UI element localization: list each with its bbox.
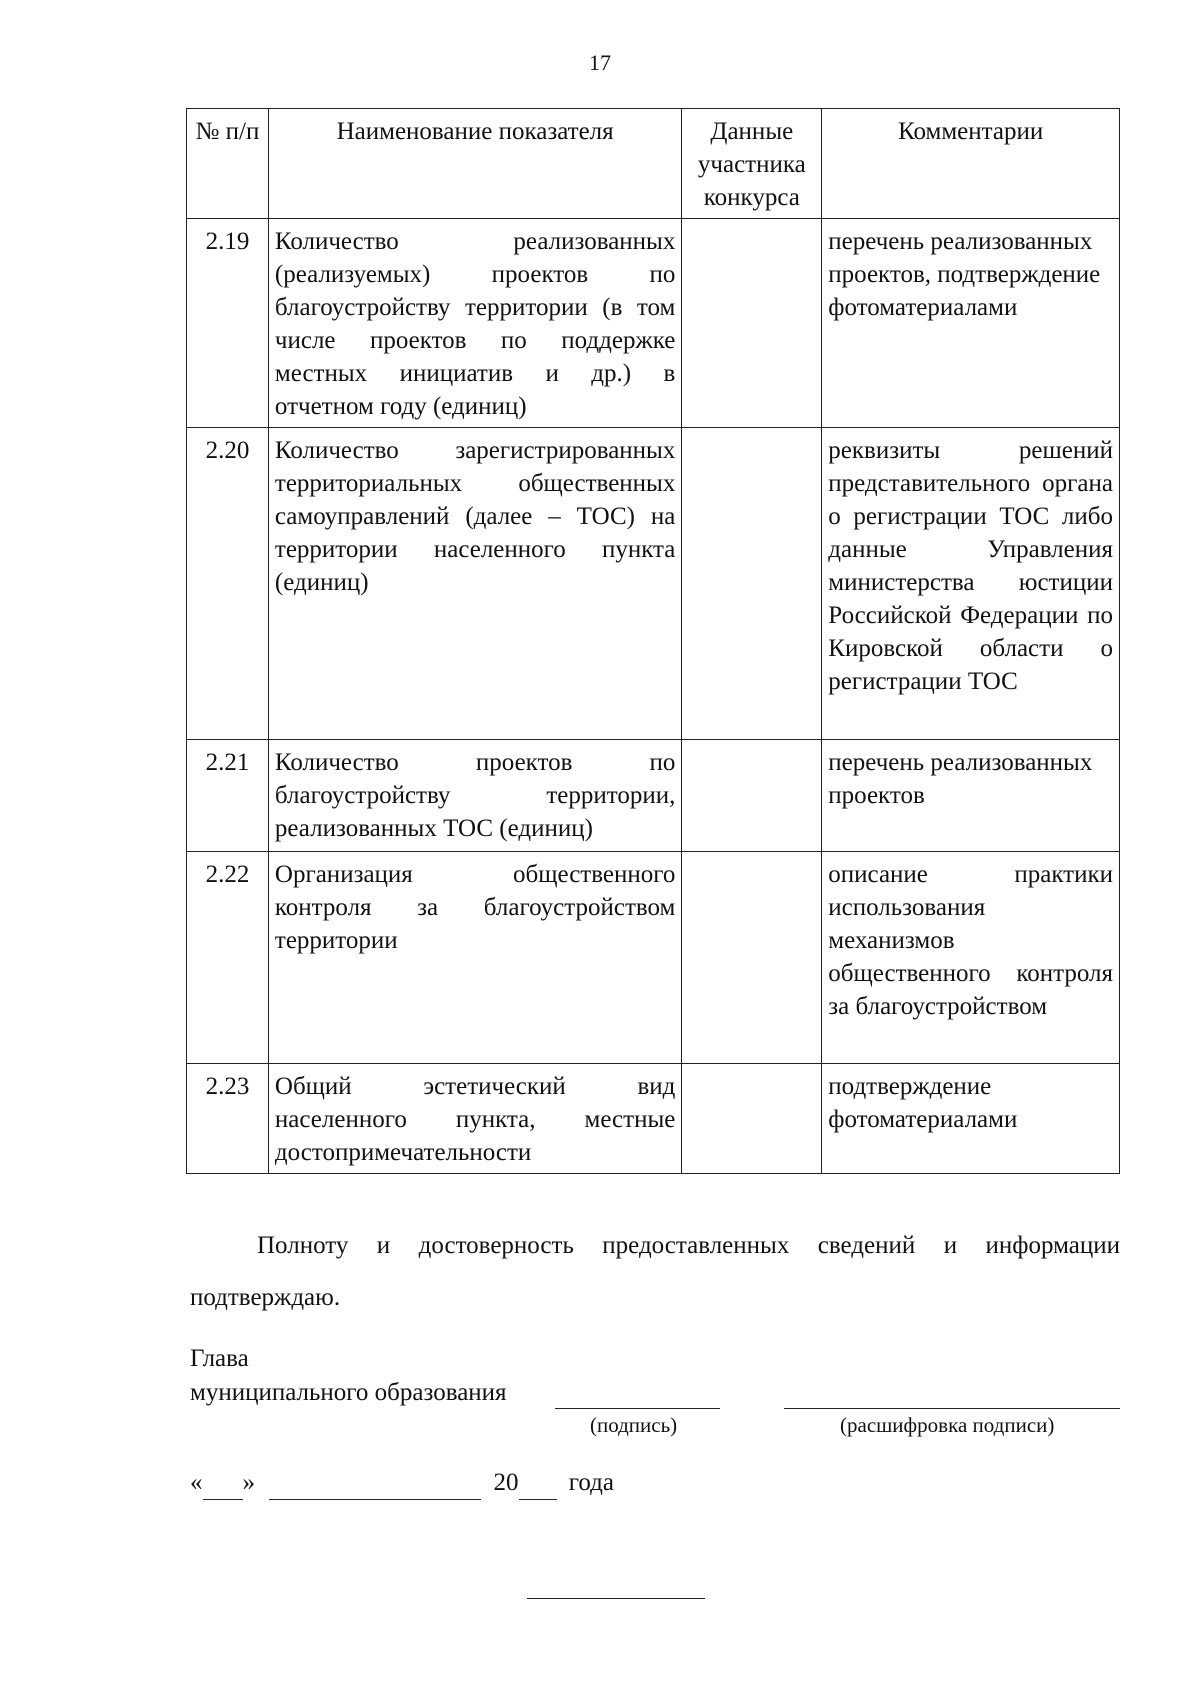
close-quote: »: [242, 1469, 255, 1496]
header-comment: Комментарии: [822, 109, 1120, 219]
participant-data-cell: [682, 428, 822, 740]
indicator-name: Общий эстетический вид населенного пункта, местные достопримечательности: [268, 1064, 681, 1174]
table-row: [187, 219, 1120, 428]
table-row: [187, 1064, 1120, 1174]
indicator-name: Организация общественного контроля за благоустройством территории: [268, 852, 681, 1064]
header-num: № п/п: [187, 109, 269, 219]
date-line: [190, 1466, 614, 1500]
signature-decoding-line[interactable]: [784, 1380, 1120, 1409]
row-number: 2.22: [187, 852, 269, 1064]
participant-data-cell: [682, 219, 822, 428]
header-name: Наименование показателя: [268, 109, 681, 219]
confirmation-statement: Полноту и достоверность предоставленных сведений и информации подтверждаю.: [190, 1232, 1120, 1311]
year-prefix: 20: [493, 1469, 519, 1496]
table-row: [187, 428, 1120, 740]
header-data: Данные участника конкурса: [682, 109, 822, 219]
comment-cell: подтверждение фотоматериалами: [822, 1064, 1120, 1174]
signer-title-line2: муниципального образования: [190, 1379, 507, 1406]
end-of-document-rule: [527, 1598, 705, 1599]
row-number: 2.21: [187, 740, 269, 852]
decoding-hint: (расшифровка подписи): [840, 1413, 1055, 1437]
month-blank[interactable]: [269, 1471, 481, 1500]
page-number: 17: [589, 50, 611, 75]
year-word: года: [568, 1469, 614, 1496]
participant-data-cell: [682, 852, 822, 1064]
comment-cell: перечень реализованных проектов, подтверждение фотоматериалами: [822, 219, 1120, 428]
indicator-name: Количество реализованных (реализуемых) проектов по благоустройству территории (в том числе проектов по поддержке местных инициатив и др.) в отчетном году (единиц): [268, 219, 681, 428]
signer-title-line1: Глава: [190, 1345, 249, 1372]
participant-data-cell: [682, 1064, 822, 1174]
comment-cell: перечень реализованных проектов: [822, 740, 1120, 852]
indicator-name: Количество проектов по благоустройству территории, реализованных ТОС (единиц): [268, 740, 681, 852]
comment-cell: реквизиты решений представительного органа о регистрации ТОС либо данные Управления министерства юстиции Российской Федерации по Кировской области о регистрации ТОС: [822, 428, 1120, 740]
table-row: [187, 740, 1120, 852]
participant-data-cell: [682, 740, 822, 852]
indicators-table: [186, 108, 1120, 1174]
signature-block: [190, 1342, 1120, 1440]
comment-cell: описание практики использования механизмов общественного контроля за благоустройством: [822, 852, 1120, 1064]
table-row: [187, 852, 1120, 1064]
year-blank[interactable]: [519, 1471, 557, 1500]
open-quote: «: [190, 1469, 203, 1496]
row-number: 2.19: [187, 219, 269, 428]
indicator-name: Количество зарегистрированных территориальных общественных самоуправлений (далее – ТОС) на территории населенного пункта (единиц): [268, 428, 681, 740]
signer-title-line2-row: [190, 1376, 1120, 1410]
signature-line[interactable]: [555, 1380, 720, 1409]
table-header-row: [187, 109, 1120, 219]
signature-hint: (подпись): [590, 1413, 678, 1437]
row-number: 2.23: [187, 1064, 269, 1174]
row-number: 2.20: [187, 428, 269, 740]
day-blank[interactable]: [203, 1471, 243, 1500]
